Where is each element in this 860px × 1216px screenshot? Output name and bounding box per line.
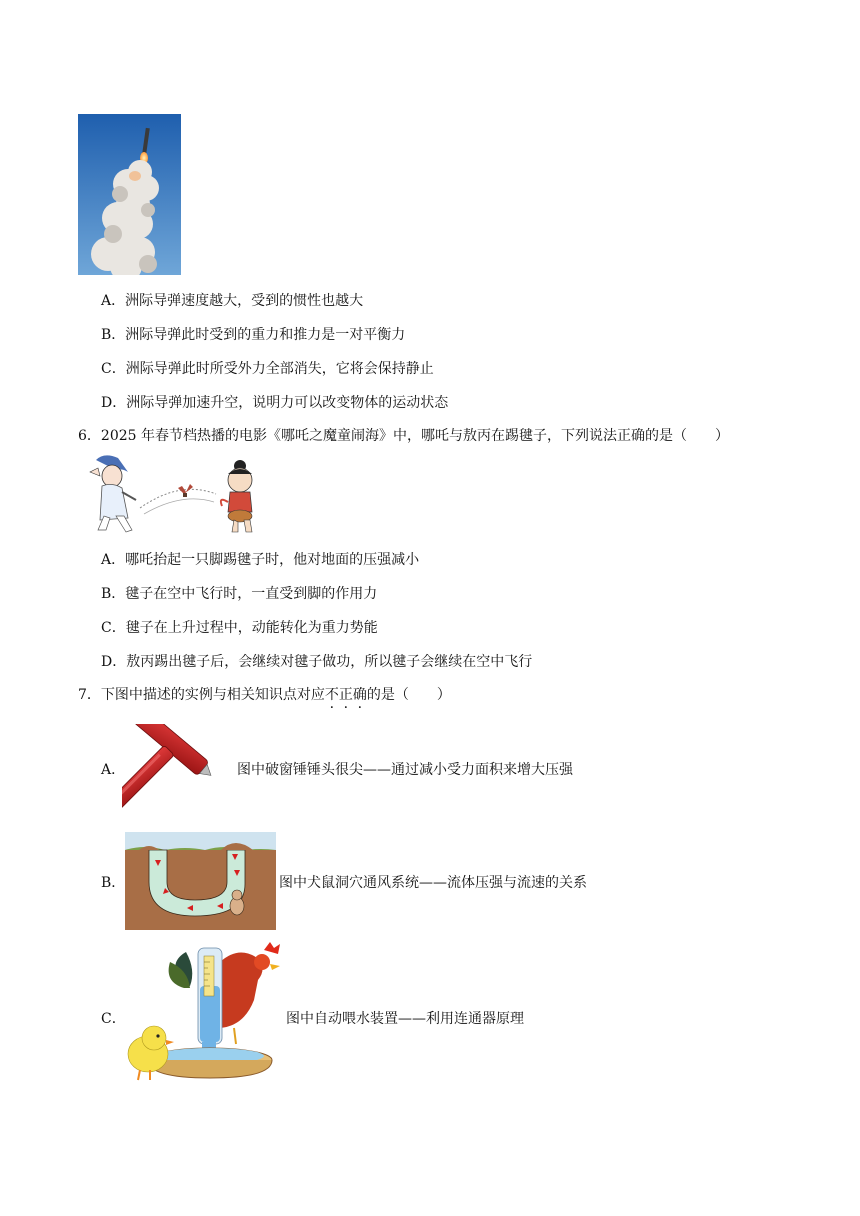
q6-option-d: D．敖丙踢出毽子后，会继续对毽子做功，所以毽子会继续在空中飞行	[101, 654, 533, 670]
q6-option-c: C．毽子在上升过程中，动能转化为重力势能	[101, 620, 378, 636]
q7-stem-before: 7．下图中描述的实例与相关知识点对应	[78, 687, 325, 703]
q5-option-a: A．洲际导弹速度越大，受到的惯性也越大	[101, 293, 364, 309]
q7-stem-emphasis-2: 正	[338, 687, 353, 703]
q7-stem-emphasis-3: 确	[352, 687, 367, 703]
missile-launch-photo	[78, 114, 181, 275]
q7-option-a-letter: A．	[101, 762, 126, 778]
q6-option-a: A．哪吒抬起一只脚踢毽子时，他对地面的压强减小	[101, 552, 420, 568]
q7-option-b-letter: B．	[101, 875, 126, 891]
shuttlecock-illustration	[78, 452, 274, 538]
q5-option-d: D．洲际导弹加速升空，说明力可以改变物体的运动状态	[101, 395, 449, 411]
q7-stem-after: 的是（ ）	[366, 687, 451, 703]
automatic-waterer-image	[124, 942, 282, 1084]
q7-option-b-text: 图中犬鼠洞穴通风系统——流体压强与流速的关系	[279, 875, 587, 891]
q7-option-c-text: 图中自动喂水装置——利用连通器原理	[286, 1011, 524, 1027]
q7-option-c-letter: C．	[101, 1011, 126, 1027]
q6-option-b: B．毽子在空中飞行时，一直受到脚的作用力	[101, 586, 378, 602]
q5-option-b: B．洲际导弹此时受到的重力和推力是一对平衡力	[101, 327, 406, 343]
q7-stem	[78, 686, 451, 704]
emergency-hammer-image	[122, 724, 234, 820]
prairie-dog-burrow-image	[125, 832, 276, 930]
q7-option-a-text: 图中破窗锤锤头很尖——通过减小受力面积来增大压强	[237, 762, 573, 778]
q5-option-c: C．洲际导弹此时所受外力全部消失，它将会保持静止	[101, 361, 434, 377]
q7-stem-emphasis-1: 不	[324, 687, 339, 703]
q6-stem: 6．2025 年春节档热播的电影《哪吒之魔童闹海》中，哪吒与敖丙在踢毽子，下列说法正确的是（ ）	[78, 428, 729, 444]
